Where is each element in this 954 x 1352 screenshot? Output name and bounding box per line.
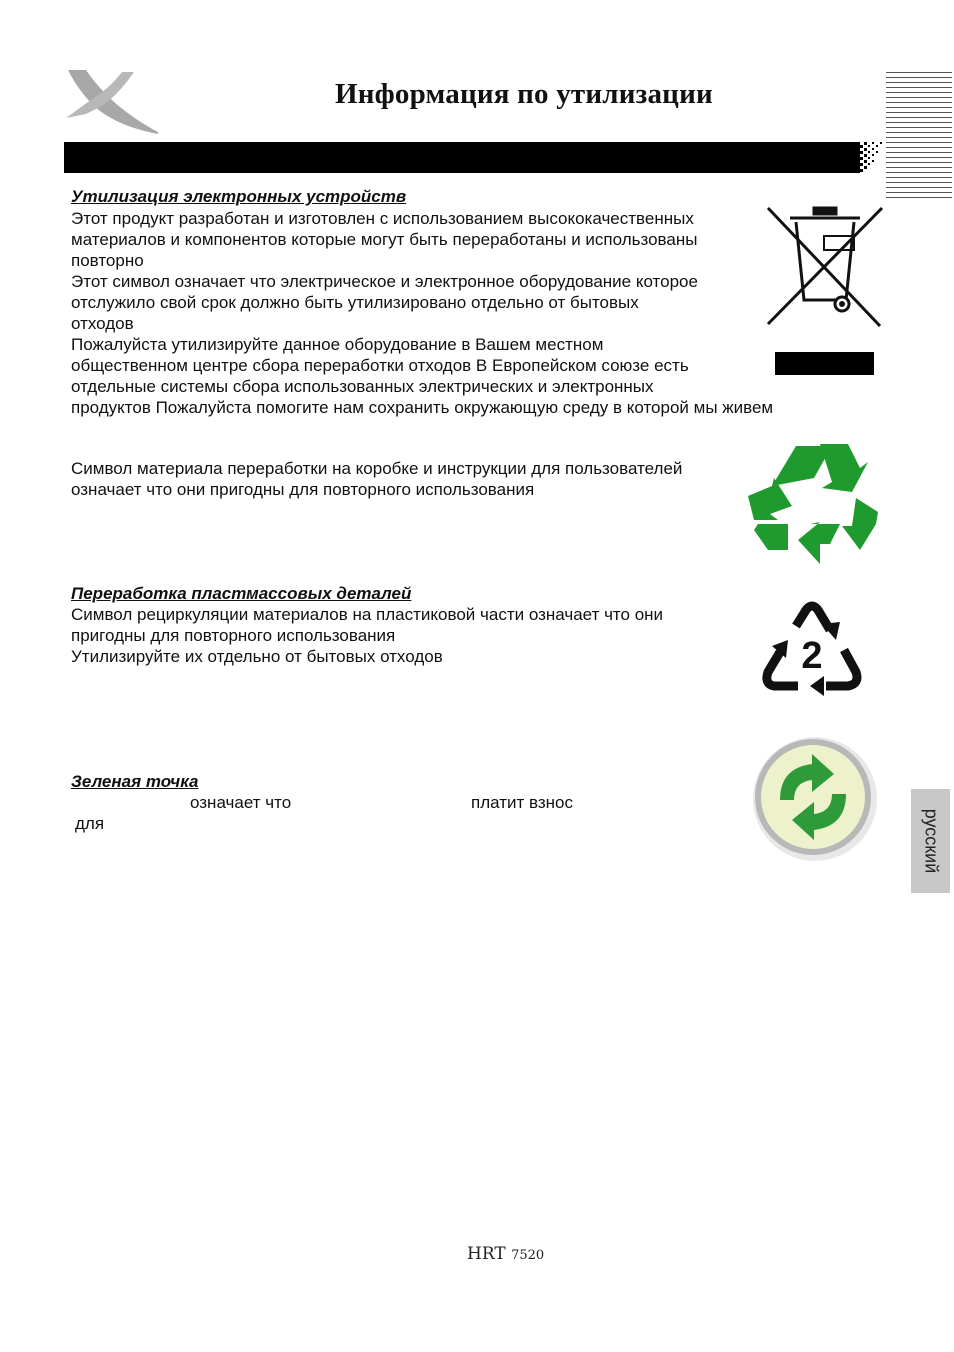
language-tab-label: русский xyxy=(921,808,941,874)
text-line: общественном центре сбора переработки отходов В Европейском союзе есть xyxy=(71,356,689,375)
text-line: Этот символ означает что электрическое и электронное оборудование которое xyxy=(71,272,698,291)
text-line: Этот продукт разработан и изготовлен с использованием высококачественных xyxy=(71,209,694,228)
text-line: означает что они пригодны для повторного использования xyxy=(71,480,535,499)
x-logo-icon xyxy=(64,68,160,136)
text-line: продуктов Пожалуйста помогите нам сохранить окружающую среду в которой мы живем xyxy=(71,398,774,417)
section-heading-plastic: Переработка пластмассовых деталей xyxy=(71,584,412,603)
text-line: отслужило свой срок должно быть утилизировано отдельно от бытовых xyxy=(71,293,639,312)
text-line: материалов и компонентов которые могут быть переработаны и использованы xyxy=(71,230,698,249)
dot-pattern xyxy=(838,142,884,173)
text-line: отдельные системы сбора использованных электрических и электронных xyxy=(71,377,654,396)
recycle-arrows-icon xyxy=(748,440,880,568)
plastic-code-2-icon xyxy=(760,600,864,700)
paragraph-electronics xyxy=(71,208,773,418)
plastic-code-number: 2 xyxy=(801,635,823,677)
header-bar xyxy=(64,142,860,173)
text-line: Утилизируйте их отдельно от бытовых отходов xyxy=(71,647,443,666)
text-line: Пожалуйста утилизируйте данное оборудование в Вашем местном xyxy=(71,335,604,354)
text-line: отходов xyxy=(71,314,134,333)
page-title: Информация по утилизации xyxy=(335,78,713,110)
text-line: Символ материала переработки на коробке и инструкции для пользователей xyxy=(71,459,683,478)
green-dot-text-part-2: платит взнос xyxy=(471,793,573,812)
text-line: Символ рециркуляции материалов на пластиковой части означает что они xyxy=(71,605,664,624)
model-letters: HRT xyxy=(467,1244,506,1264)
green-dot-icon xyxy=(750,734,880,864)
black-bar-icon xyxy=(775,352,874,375)
footer-model xyxy=(467,1244,544,1264)
paragraph-plastic xyxy=(71,604,663,667)
paragraph-packaging xyxy=(71,458,682,500)
green-dot-text-part-1: означает что xyxy=(190,793,292,812)
text-line: повторно xyxy=(71,251,144,270)
crossed-out-bin-icon xyxy=(764,204,886,332)
section-heading-electronics: Утилизация электронных устройств xyxy=(71,187,407,206)
language-tab xyxy=(911,789,950,893)
text-line: пригодны для повторного использования xyxy=(71,626,396,645)
green-dot-text-line-2: для xyxy=(75,814,105,833)
model-number: 7520 xyxy=(511,1248,545,1263)
section-heading-green-dot: Зеленая точка xyxy=(71,772,199,791)
decorative-stripes xyxy=(886,72,952,200)
